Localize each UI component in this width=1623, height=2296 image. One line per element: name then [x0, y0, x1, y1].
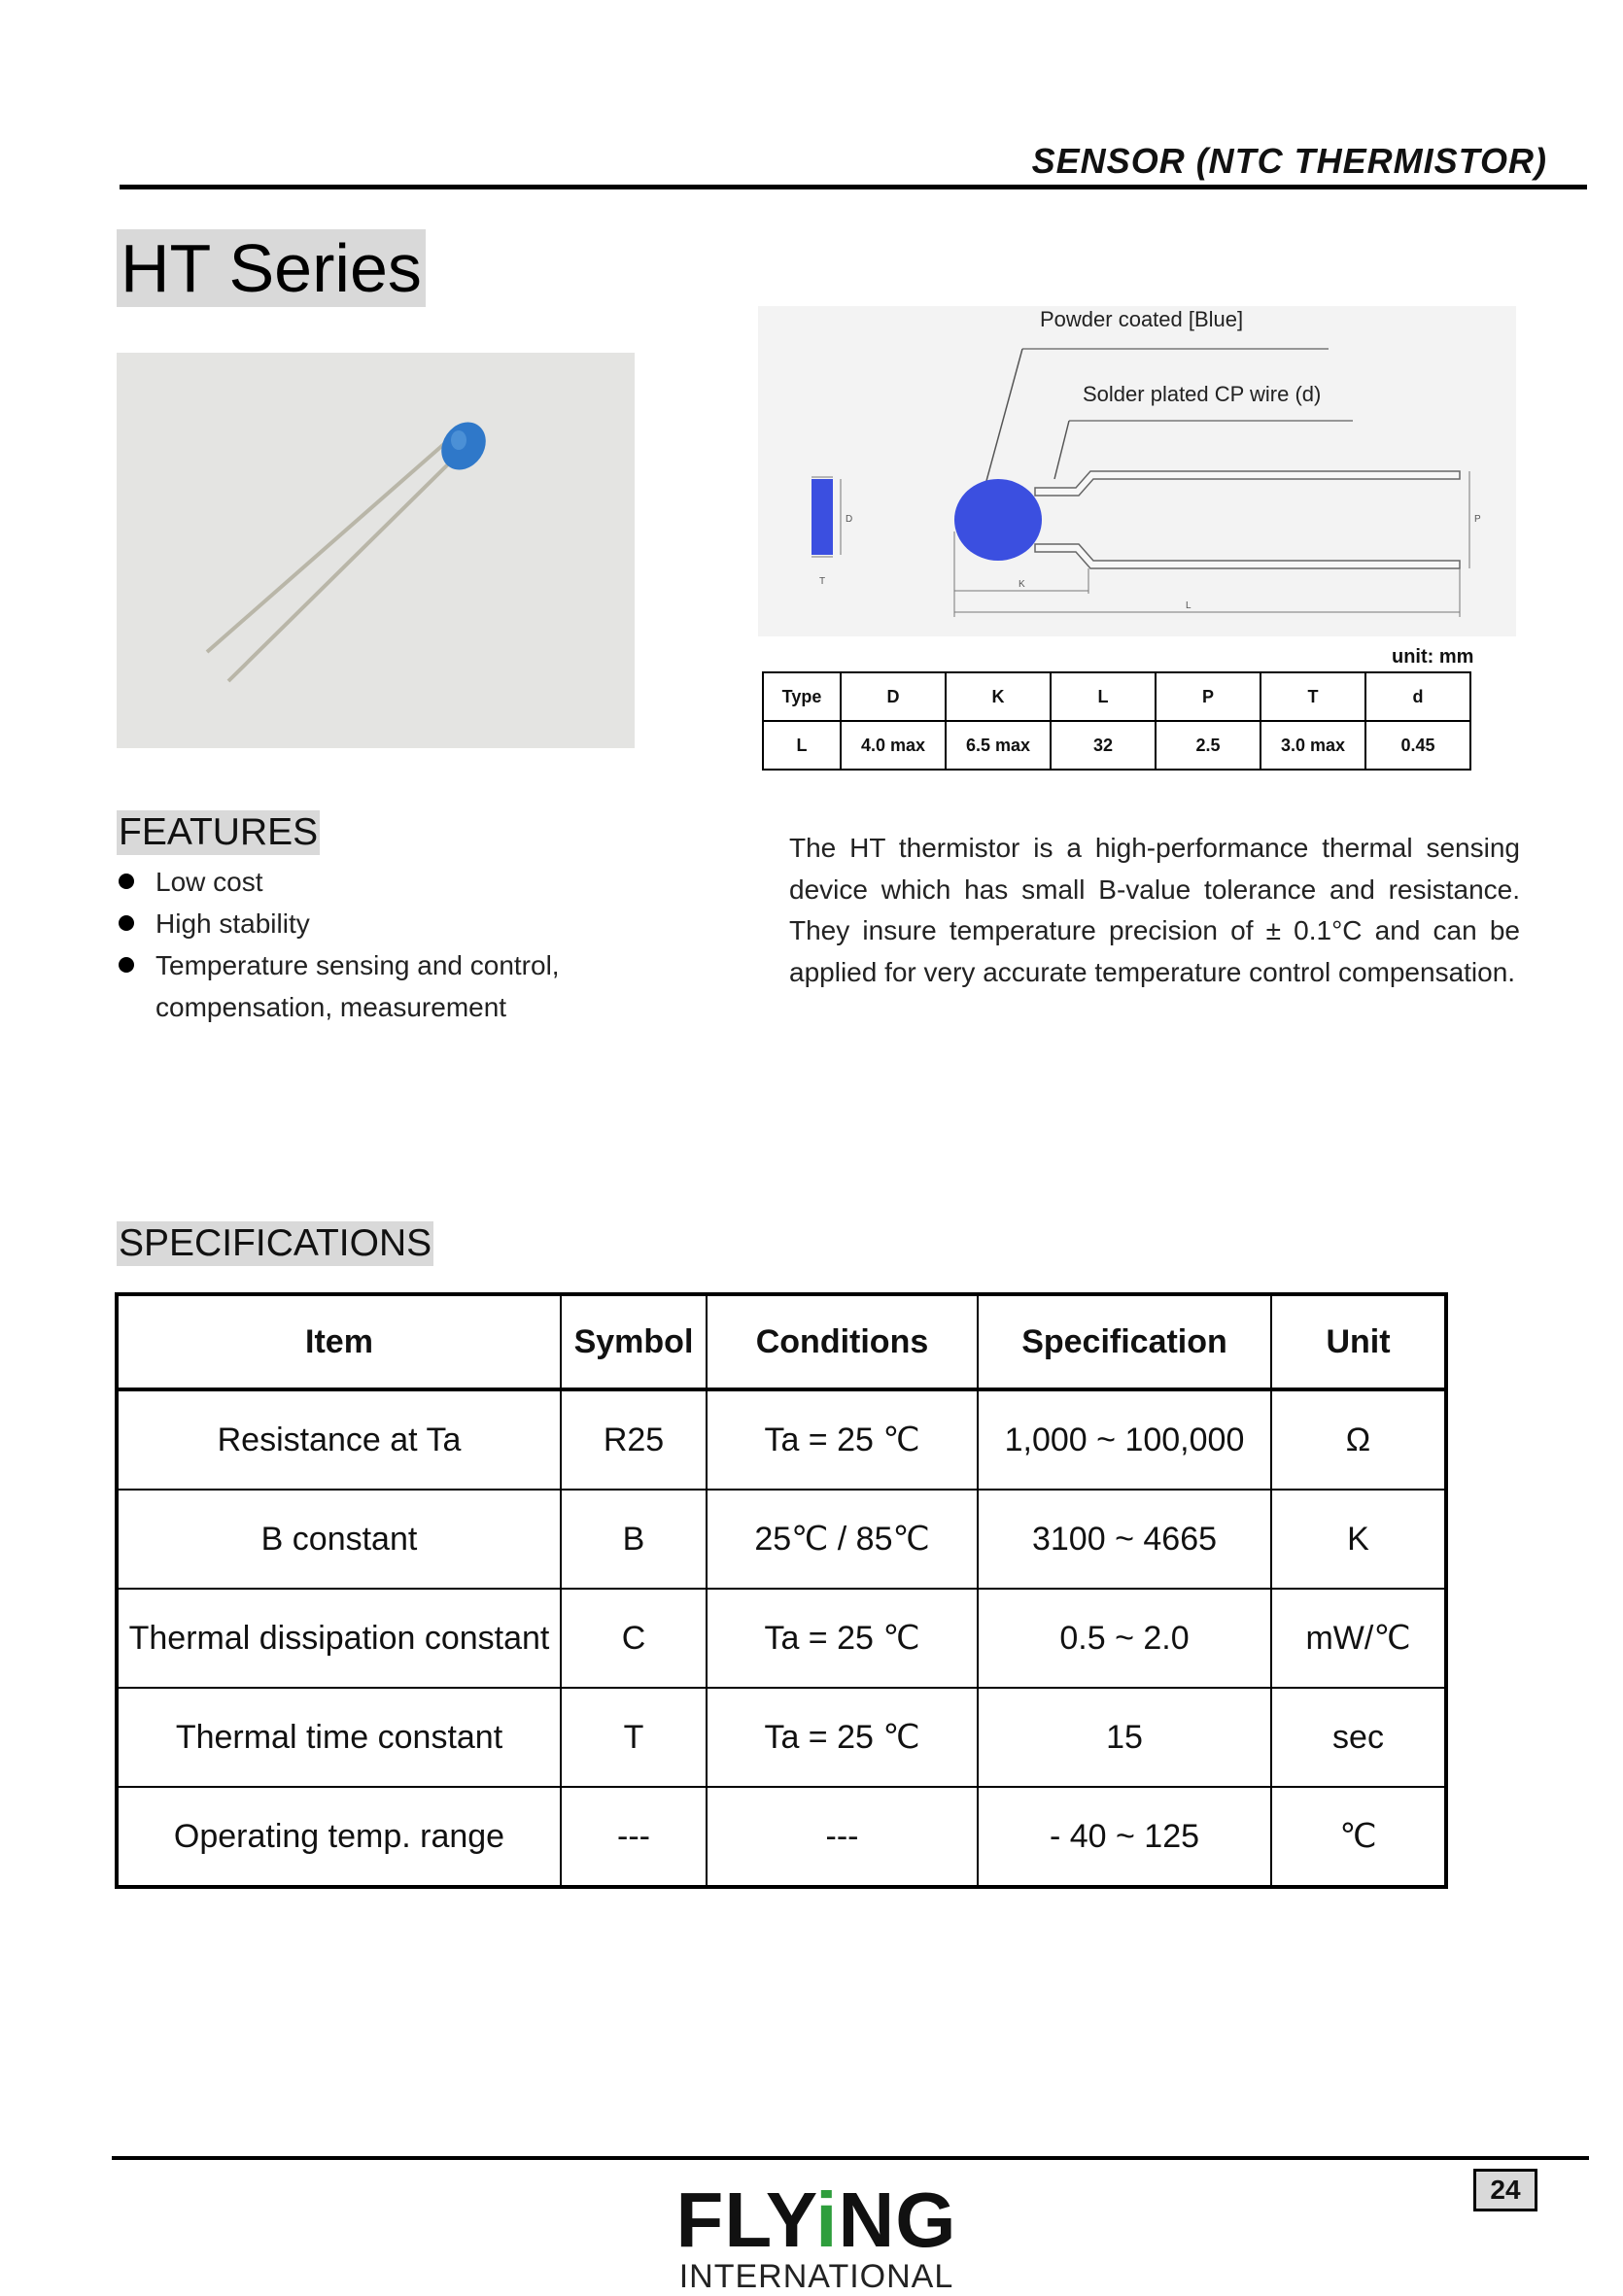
dim-value-cell: 4.0 max [841, 721, 946, 770]
spec-cell: 0.5 ~ 2.0 [978, 1589, 1271, 1688]
spec-cell: 1,000 ~ 100,000 [978, 1389, 1271, 1490]
spec-cell: - 40 ~ 125 [978, 1787, 1271, 1887]
dimension-table [762, 671, 1471, 771]
specifications-heading: SPECIFICATIONS [119, 1222, 432, 1264]
dimension-header-row [763, 672, 1470, 721]
features-list [117, 861, 622, 1028]
specifications-table [115, 1292, 1448, 1889]
dim-header-cell: K [946, 672, 1051, 721]
spec-cell: 3100 ~ 4665 [978, 1490, 1271, 1589]
spec-cell: C [561, 1589, 707, 1688]
spec-cell: Resistance at Ta [117, 1389, 561, 1490]
thermistor-body [954, 479, 1042, 561]
dim-header-cell: Type [763, 672, 841, 721]
series-title: HT Series [117, 229, 426, 307]
product-photo [117, 353, 635, 748]
spec-cell: T [561, 1688, 707, 1787]
features-heading: FEATURES [119, 811, 319, 853]
spec-cell: Ω [1271, 1389, 1446, 1490]
spec-cell: 25℃ / 85℃ [707, 1490, 978, 1589]
spec-cell: Thermal time constant [117, 1688, 561, 1787]
spec-row [117, 1389, 1446, 1490]
dim-header-cell: L [1051, 672, 1156, 721]
spec-row [117, 1589, 1446, 1688]
feature-item: High stability [117, 903, 622, 944]
dim-value-cell: 3.0 max [1260, 721, 1365, 770]
logo-subtitle: INTERNATIONAL [678, 2258, 954, 2295]
spec-cell: Ta = 25 ℃ [707, 1589, 978, 1688]
spec-cell: R25 [561, 1389, 707, 1490]
spec-header-row [117, 1294, 1446, 1389]
spec-row [117, 1688, 1446, 1787]
spec-cell: --- [561, 1787, 707, 1887]
spec-row [117, 1787, 1446, 1887]
svg-text:D: D [846, 514, 853, 525]
svg-text:K: K [1019, 579, 1025, 590]
product-description: The HT thermistor is a high-performance thermal sensing device which has small B-value tolerance and resistance. They insure temperature precision of ± 0.1°C and can be applied for very accurate temperature control compensation. [789, 833, 1520, 987]
dim-value-cell: 32 [1051, 721, 1156, 770]
spec-header-cell: Item [117, 1294, 561, 1389]
spec-cell: K [1271, 1490, 1446, 1589]
dimension-value-row [763, 721, 1470, 770]
spec-cell: Operating temp. range [117, 1787, 561, 1887]
spec-row [117, 1490, 1446, 1589]
spec-cell: Thermal dissipation constant [117, 1589, 561, 1688]
bullet-icon [119, 915, 134, 931]
spec-cell: Ta = 25 ℃ [707, 1389, 978, 1490]
label-coating: Powder coated [Blue] [1040, 307, 1244, 331]
spec-cell: B [561, 1490, 707, 1589]
company-logo: FLYiNG INTERNATIONAL [622, 2181, 1011, 2294]
svg-text:T: T [819, 576, 826, 587]
dim-value-cell: 6.5 max [946, 721, 1051, 770]
spec-header-cell: Unit [1271, 1294, 1446, 1389]
spec-cell: B constant [117, 1490, 561, 1589]
unit-label: unit: mm [1392, 646, 1474, 668]
footer-divider [112, 2156, 1589, 2160]
label-wire: Solder plated CP wire (d) [1083, 382, 1322, 406]
spec-cell: --- [707, 1787, 978, 1887]
dim-header-cell: D [841, 672, 946, 721]
feature-item: Temperature sensing and control, compensation, measurement [117, 944, 622, 1028]
dim-header-cell: d [1365, 672, 1470, 721]
spec-header-cell: Conditions [707, 1294, 978, 1389]
spec-cell: ℃ [1271, 1787, 1446, 1887]
side-view-body [812, 479, 833, 555]
dim-value-cell: L [763, 721, 841, 770]
dimension-diagram [758, 306, 1516, 636]
spec-cell: mW/℃ [1271, 1589, 1446, 1688]
spec-header-cell: Symbol [561, 1294, 707, 1389]
spec-cell: sec [1271, 1688, 1446, 1787]
dim-header-cell: P [1156, 672, 1260, 721]
bullet-icon [119, 957, 134, 973]
header-divider [120, 185, 1587, 189]
spec-header-cell: Specification [978, 1294, 1271, 1389]
feature-item: Low cost [117, 861, 622, 903]
dim-value-cell: 0.45 [1365, 721, 1470, 770]
bullet-icon [119, 874, 134, 889]
header-category: SENSOR (NTC THERMISTOR) [1031, 141, 1547, 181]
spec-cell: Ta = 25 ℃ [707, 1688, 978, 1787]
page-number: 24 [1473, 2169, 1537, 2211]
dim-value-cell: 2.5 [1156, 721, 1260, 770]
dim-header-cell: T [1260, 672, 1365, 721]
spec-cell: 15 [978, 1688, 1271, 1787]
svg-text:L: L [1186, 600, 1191, 611]
svg-text:P: P [1474, 514, 1481, 525]
